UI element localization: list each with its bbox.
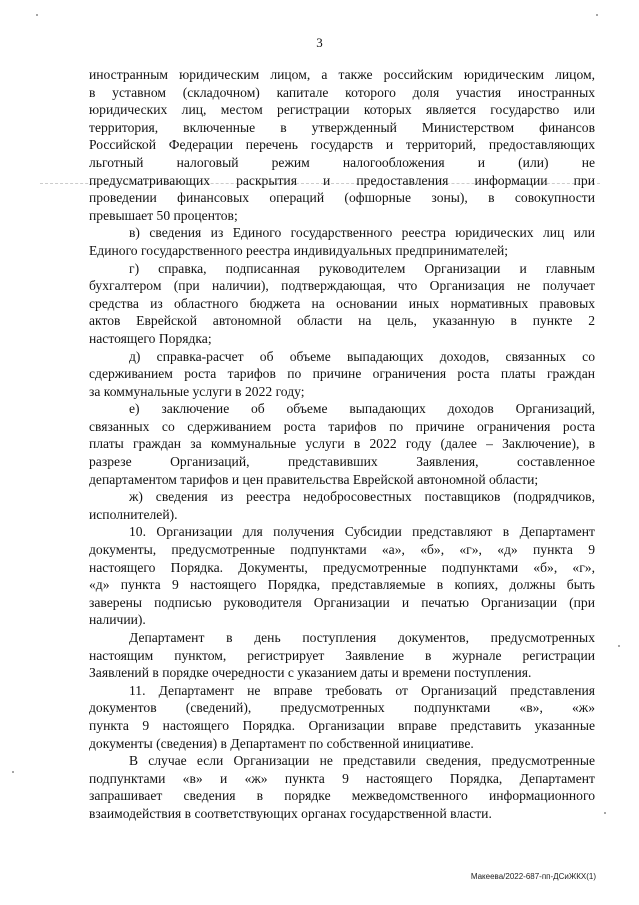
text-line: в) сведения из Единого государственного реестра юридических лиц или [129, 225, 595, 241]
text-line: настоящего Порядка; [89, 330, 212, 346]
text-line: предусматривающих раскрытия и предоставления информации при [89, 172, 595, 188]
scan-speck [596, 14, 598, 16]
text-line: настоящего Порядка. Документы, предусмотренные подпунктами «б», «г», [89, 559, 595, 575]
scan-speck [36, 14, 38, 16]
text-line: сдерживанием роста тарифов по причине ограничения роста платы граждан [89, 366, 595, 382]
text-line: д) справка-расчет об объеме выпадающих доходов, связанных со [129, 348, 595, 364]
text-line: 10. Организации для получения Субсидии представляют в Департамент [129, 524, 595, 540]
text-line: Департамент в день поступления документов, предусмотренных [129, 630, 595, 645]
text-line: ж) сведения из реестра недобросовестных поставщиков (подрядчиков, [129, 489, 595, 505]
document-body [89, 66, 595, 823]
scan-speck [12, 771, 14, 773]
text-line: г) справка, подписанная руководителем Организации и главным [129, 260, 595, 276]
text-line: территория, включенные в утвержденный Министерством финансов [89, 119, 595, 135]
text-line: наличии). [89, 612, 146, 628]
text-line: бухгалтером (при наличии), подтверждающая, что Организация не получает [89, 278, 595, 294]
text-line: 11. Департамент не вправе требовать от Организаций представления [129, 682, 595, 698]
text-line: проведении финансовых операций (офшорные зоны), в совокупности [89, 190, 595, 206]
text-line: платы граждан за коммунальные услуги в 2022 году (далее – Заключение), в [89, 436, 595, 452]
footer-code: Макеева/2022-687-пп-ДСиЖКХ(1) [470, 872, 596, 881]
text-line: связанных со сдерживанием роста тарифов по причине ограничения роста [89, 418, 595, 434]
text-line: настоящим пунктом, регистрирует Заявление в журнале регистрации [89, 647, 595, 663]
text-line: Единого государственного реестра индивидуальных предпринимателей; [89, 242, 509, 258]
text-line: Российской Федерации перечень государств и территорий, предоставляющих [89, 137, 595, 153]
text-line: документов (сведений), предусмотренных подпунктами «в», «ж» [89, 700, 595, 716]
text-line: документы (сведения) в Департамент по собственной инициативе. [89, 735, 474, 751]
text-line: исполнителей). [89, 506, 178, 522]
text-line: в уставном (складочном) капитале которого доля участия иностранных [89, 84, 595, 100]
text-line: юридических лиц, местом регистрации которых является государство или [89, 102, 595, 118]
text-line: за коммунальные услуги в 2022 году; [89, 383, 305, 399]
text-line: документы, предусмотренные подпунктами «а», «б», «г», «д» пункта 9 [89, 542, 595, 558]
text-line: иностранным юридическим лицом, а также российским юридическим лицом, [89, 67, 595, 82]
scan-speck [618, 645, 620, 647]
text-line: разрезе Организаций, представивших Заявления, составленное [89, 454, 595, 470]
page-number: 3 [316, 35, 323, 50]
text-line: заверены подписью руководителя Организации и печатью Организации (при [89, 594, 595, 610]
text-line: пункта 9 настоящего Порядка. Организации вправе представить указанные [89, 717, 595, 733]
text-line: льготный налоговый режим налогообложения и (или) не [89, 154, 595, 170]
text-line: средства из областного бюджета на основании иных нормативных правовых [89, 295, 595, 311]
text-line: «д» пункта 9 настоящего Порядка, представляемые в копиях, должны быть [89, 577, 595, 593]
text-line: взаимодействия в соответствующих органах государственной власти. [89, 805, 492, 821]
text-line: запрашивает сведения в порядке межведомственного информационного [89, 788, 595, 804]
text-line: превышает 50 процентов; [89, 207, 238, 223]
text-line: департаментом тарифов и цен правительства Еврейской автономной области; [89, 471, 539, 487]
text-line: подпунктами «в» и «ж» пункта 9 настоящего Порядка, Департамент [89, 770, 595, 786]
text-line: Заявлений в порядке очередности с указанием даты и времени поступления. [89, 665, 532, 681]
text-line: актов Еврейской автономной области на цель, указанную в пункте 2 [89, 313, 595, 329]
text-line: е) заключение об объеме выпадающих доходов Организаций, [129, 401, 595, 417]
scan-speck [604, 812, 606, 814]
text-line: В случае если Организации не представили сведения, предусмотренные [129, 753, 595, 769]
